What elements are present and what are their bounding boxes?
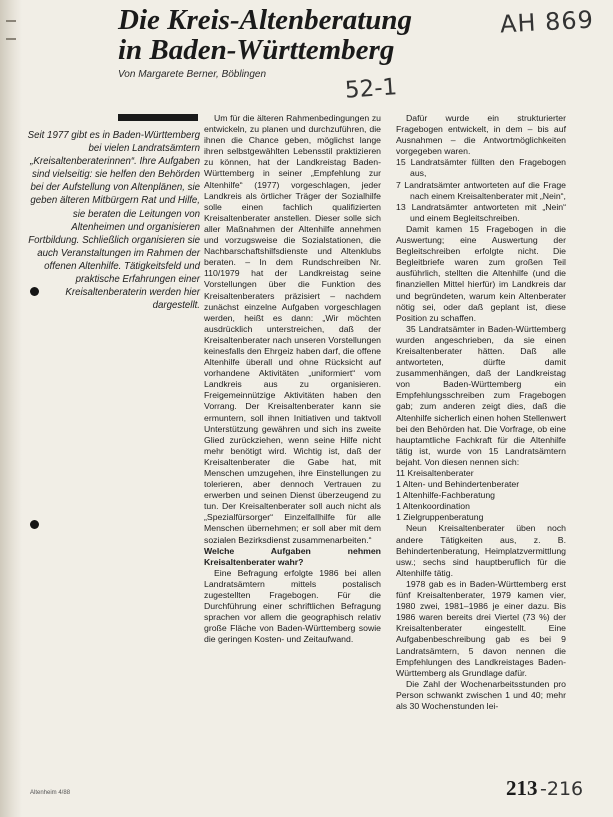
- column-right: [396, 113, 566, 712]
- article-title-line-2: in Baden-Württemberg: [118, 34, 395, 66]
- column-middle: [204, 113, 381, 646]
- body-paragraph: Dafür wurde ein strukturierter Fragebogen entwickelt, in dem – bis auf Ausnahmen – die Antwortmöglichkeiten vorgegeben waren.: [396, 113, 566, 157]
- binder-edge: [0, 0, 22, 817]
- footer-source: Altenheim 4/88: [30, 790, 71, 796]
- list-item: 7 Landratsämter antworteten auf die Frage nach einem Kreisaltenberater mit „Nein“,: [396, 179, 566, 201]
- body-paragraph: Um für die älteren Rahmenbedingungen zu entwickeln, zu planen und durchzuführen, die ihnen die Chance geben, möglichst lange ihren selbstgewählten Lebensstil praktizieren zu können, hat der Landkreistag Baden-Württemberg in seiner „Empfehlung zur Altenhilfe“ (1977) vorgeschlagen, jeder Landkreis als örtlicher Träger der Sozialhilfe solle einen fachlich qualifizierten Kreisaltenberater anstellen. Dieser solle sich aller Maßnahmen der Altenhilfe annehmen und vorzugsweise die Sozialstationen, die Nachbarschaftshilfsdienste und Altenklubs beraten. – In dem Rundschreiben Nr. 110/1979 hat der Landkreistag seine Vorstellungen über die Funktion des Kreisaltenberaters präzisiert – nachdem zunächst einzelne Aufgaben vorgeschlagen werden, heißt es dann: „Wir möchten ausdrücklich unterstreichen, daß der Kreisaltenberater nach unseren Vorstellungen keinesfalls den Ehrgeiz haben darf, die offene Altenhilfe überall und ohne Rücksicht auf vorhandene Aktivitäten „uniformiert“ vom Landkreis aus zu organisieren. Freigemeinnützige Aktivitäten haben den Vorrang. Der Kreisaltenberater kann sie ermuntern, soll ihnen Initiativen und taktvoll Unterstützung gewähren und sich ins zweite Glied zurückziehen, wenn seine Hilfe nicht mehr benötigt wird. Wichtig ist, daß der Kreisaltenberater die Gabe hat, mit Menschen umzugehen, ihre Einstellungen zu tolerieren, aber dennoch Vertrauen zu erwerben und seinen Dienst überzeugend zu tun. Der Kreisaltenberater soll auch nicht als „Spezialfürsorger“ Einzelfallhilfe für alle Menschen übernehmen; er soll aber mit dem sozialen Bezirksdienst zusammenarbeiten.“: [204, 113, 381, 545]
- lead-rule: [118, 114, 198, 121]
- title-list: [396, 468, 566, 523]
- list-item: 1 Altenkoordination: [396, 501, 470, 512]
- response-list: [396, 157, 566, 224]
- body-paragraph: 1978 gab es in Baden-Württemberg erst fünf Kreisaltenberater, 1979 kamen vier, 1980 zwei, 1981–1986 je einer dazu. Bis 1986 waren bereits drei Viertel (73 %) der Kreisaltenberater eingestellt. Eine Aufgabenbeschreibung gab es bei 9 Landratsämtern, 5 davon nennen die Empfehlungen des Landkreistages Baden-Württemberg als Grundlage dafür.: [396, 578, 566, 678]
- body-paragraph: Eine Befragung erfolgte 1986 bei allen Landratsämtern mittels postalisch zugestellten Fragebogen. Für die Durchführung einer schriftlichen Befragung sprachen vor allem die geographisch relativ große Fläche von Baden-Württemberg sowie die geringen Kosten- und Zeitaufwand.: [204, 567, 381, 645]
- lead-text: Seit 1977 gibt es in Baden-Württemberg bei vielen Landratsämtern „Kreisaltenberaterinnen“. Ihre Aufgaben sind vielseitig: sie helfen den Behörden bei der Aufstellung von Altenplänen, sie geben älteren Mitbürgern Rat und Hilfe, sie beraten die Leitungen von Altenheimen und organisieren Fortbildung. Schließlich organisieren sie auch Veranstaltungen im Rahmen der offenen Altenhilfe. Tätigkeitsfeld und praktische Erfahrungen einer Kreisaltenberaterin werden hier dargestellt.: [27, 130, 200, 312]
- punch-hole: [30, 287, 39, 296]
- list-item: 15 Landratsämter füllten den Fragebogen aus,: [396, 157, 566, 179]
- body-paragraph: Neun Kreisaltenberater üben noch andere Tätigkeiten aus, z. B. Behindertenberatung, Heimplatzvermittlung usw.; sechs sind hauptberuflich für die Altenhilfe tätig.: [396, 523, 566, 578]
- list-item: 11 Kreisaltenberater: [396, 468, 474, 478]
- list-item: 13 Landratsämter antworteten mit „Nein“ und einem Begleitschreiben.: [396, 201, 566, 223]
- section-heading: Welche Aufgaben nehmen Kreisaltenberater wahr?: [204, 545, 381, 567]
- body-paragraph: Damit kamen 15 Fragebogen in die Auswertung; eine Auswertung der Begleitschreiben erfolgte nicht. Die Begleitbriefe waren zum großen Teil ausführlich, stellten die Altenhilfe (und die finanziellen Mittel hierfür) im Landkreis dar und begründeten, warum kein Altenberater nötig sei, oder daß geplant ist, diese Position zu schaffen.: [396, 223, 566, 323]
- article-title-line-1: Die Kreis-Altenberatung: [118, 4, 413, 36]
- punch-hole: [30, 520, 39, 529]
- page-number: 213: [506, 776, 538, 800]
- handwritten-page-range: -216: [540, 778, 584, 800]
- handwritten-archive-code: AH 869: [499, 5, 595, 39]
- handwritten-note: 52-1: [344, 74, 399, 104]
- list-item: 1 Alten- und Behindertenberater: [396, 479, 520, 490]
- author-byline: Von Margarete Berner, Böblingen: [118, 69, 267, 80]
- body-paragraph: Die Zahl der Wochenarbeitsstunden pro Person schwankt zwischen 1 und 40; mehr als 30 Wochenstunden lei-: [396, 678, 566, 711]
- list-item: 1 Zielgruppenberatung: [396, 512, 484, 523]
- binder-mark: [6, 38, 16, 40]
- binder-mark: [6, 20, 16, 22]
- body-paragraph: 35 Landratsämter in Baden-Württemberg wurden angeschrieben, da sie einen Kreisaltenberater hätten. Daß alle antworteten, dürfte damit zusammenhängen, daß der Landkreistag von Baden-Württemberg ein Empfehlungsschreiben zum Fragebogen gab; zum anderen zeigt dies, daß die Altenhilfe sicherlich einen hohen Stellenwert bei den Behörden hat. Die Vorfrage, ob eine hauptamtliche Fachkraft für die Altenhilfe tätig ist, wurde von 15 Landratsämtern bejaht. Von diesen nennen sich:: [396, 323, 566, 467]
- list-item: 1 Altenhilfe-Fachberatung: [396, 490, 496, 501]
